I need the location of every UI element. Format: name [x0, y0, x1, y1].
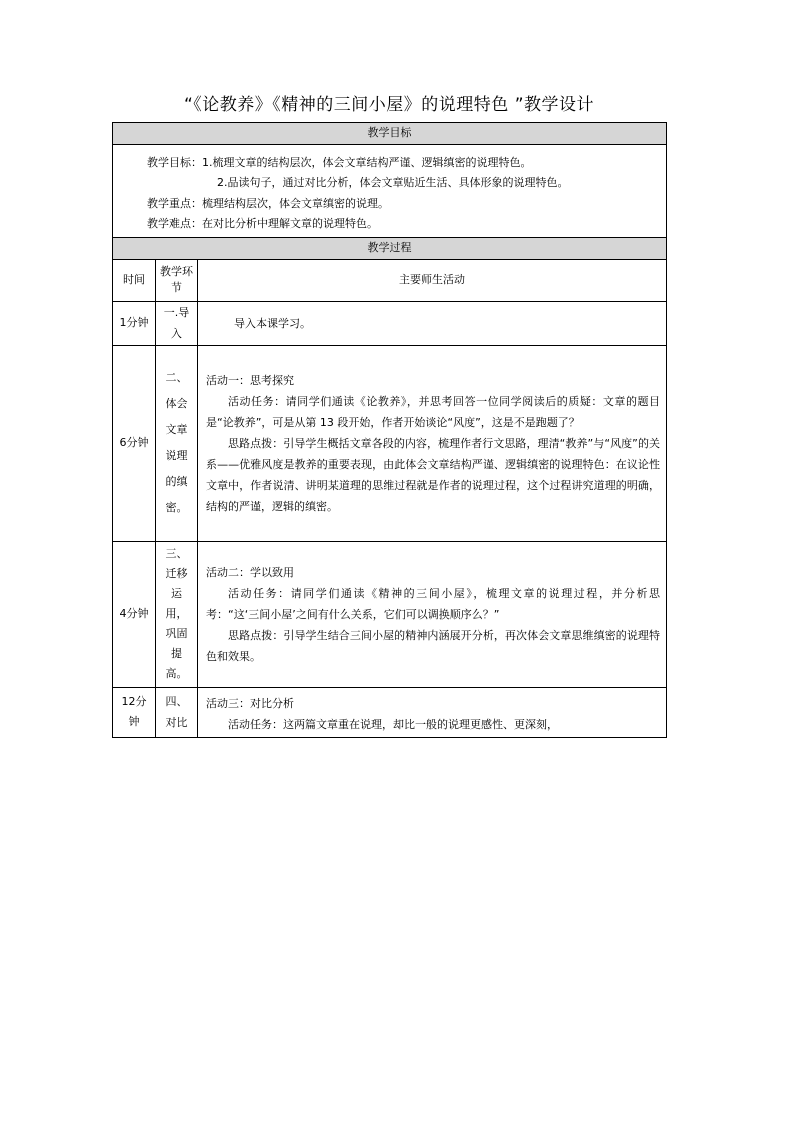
- process-header-row: [113, 237, 667, 259]
- activity-hint: 思路点拨：引导学生结合三间小屋的精神内涵展开分析，再次体会文章思维缜密的说理特色和效果。: [206, 628, 660, 663]
- activity-task: 活动任务：请同学们通读《论教养》，并思考回答一位同学阅读后的质疑：文章的题目是“论教养”，可是从第 13 段开始，作者开始谈论“风度”，这是不是跑题了？: [206, 394, 660, 429]
- activity-column-header: 主要师生活动: [198, 259, 667, 301]
- activity-title: 活动二：学以致用: [206, 565, 294, 579]
- time-cell: 6分钟: [113, 345, 156, 541]
- table-row: [113, 541, 667, 687]
- activity-hint: 思路点拨：引导学生概括文章各段的内容，梳理作者行文思路，理清“教养”与“风度”的关系——优雅风度是教养的重要表现，由此体会文章结构严谨、逻辑缜密的说理特色：在议论性文章中，作者说清、讲明某道理的思维过程就是作者的说理过程，这个过程讲究道理的明确，结构的严谨，逻辑的缜密。: [206, 436, 660, 513]
- time-cell: 1分钟: [113, 301, 156, 345]
- table-row: [113, 345, 667, 541]
- activity-cell: [198, 301, 667, 345]
- activity-title: 活动三：对比分析: [206, 697, 294, 711]
- difficulty-line: [147, 214, 660, 235]
- time-cell: 4分钟: [113, 541, 156, 687]
- key-text: 梳理结构层次，体会文章缜密的说理。: [202, 196, 389, 210]
- goal-1-line: [147, 153, 660, 174]
- stage-cell: 四、对比: [156, 687, 198, 737]
- goal-2: 2.品读句子，通过对比分析，体会文章贴近生活、具体形象的说理特色。: [217, 176, 569, 190]
- lesson-plan-table: [112, 122, 667, 738]
- goals-content: [113, 144, 667, 237]
- time-column-header: 时间: [113, 259, 156, 301]
- process-section-header: 教学过程: [113, 237, 667, 259]
- key-label: 教学重点：: [147, 196, 202, 210]
- activity-task: 活动任务：请同学们通读《精神的三间小屋》，梳理文章的说理过程，并分析思考：“这‘三间小屋’之间有什么关系，它们可以调换顺序么？”: [206, 586, 660, 621]
- activity-cell: [198, 345, 667, 541]
- stage-cell: 三、迁移运用，巩固提高。: [156, 541, 198, 687]
- activity-cell: [198, 541, 667, 687]
- stage-cell: 二、体会文章说理的缜密。: [156, 345, 198, 541]
- goal-label: 教学目标：: [147, 155, 202, 169]
- stage-column-header: 教学环节: [156, 259, 198, 301]
- activity-title: 活动一：思考探究: [206, 373, 294, 387]
- activity-cell: [198, 687, 667, 737]
- goals-header-row: [113, 123, 667, 145]
- table-row: [113, 687, 667, 737]
- activity-task: 活动任务：这两篇文章重在说理，却比一般的说理更感性、更深刻，: [228, 718, 558, 732]
- key-line: [147, 194, 660, 215]
- goals-row: [113, 144, 667, 237]
- table-row: [113, 301, 667, 345]
- difficulty-text: 在对比分析中理解文章的说理特色。: [202, 217, 378, 231]
- page-title: “《论教养》《精神的三间小屋》的说理特色 ”教学设计: [183, 95, 595, 115]
- goals-section-header: 教学目标: [113, 123, 667, 145]
- time-cell: 12分钟: [113, 687, 156, 737]
- column-header-row: [113, 259, 667, 301]
- stage-cell: 一.导入: [156, 301, 198, 345]
- goal-1: 1.梳理文章的结构层次，体会文章结构严谨、逻辑缜密的说理特色。: [202, 155, 532, 169]
- difficulty-label: 教学难点：: [147, 217, 202, 231]
- activity-task: 导入本课学习。: [234, 316, 311, 330]
